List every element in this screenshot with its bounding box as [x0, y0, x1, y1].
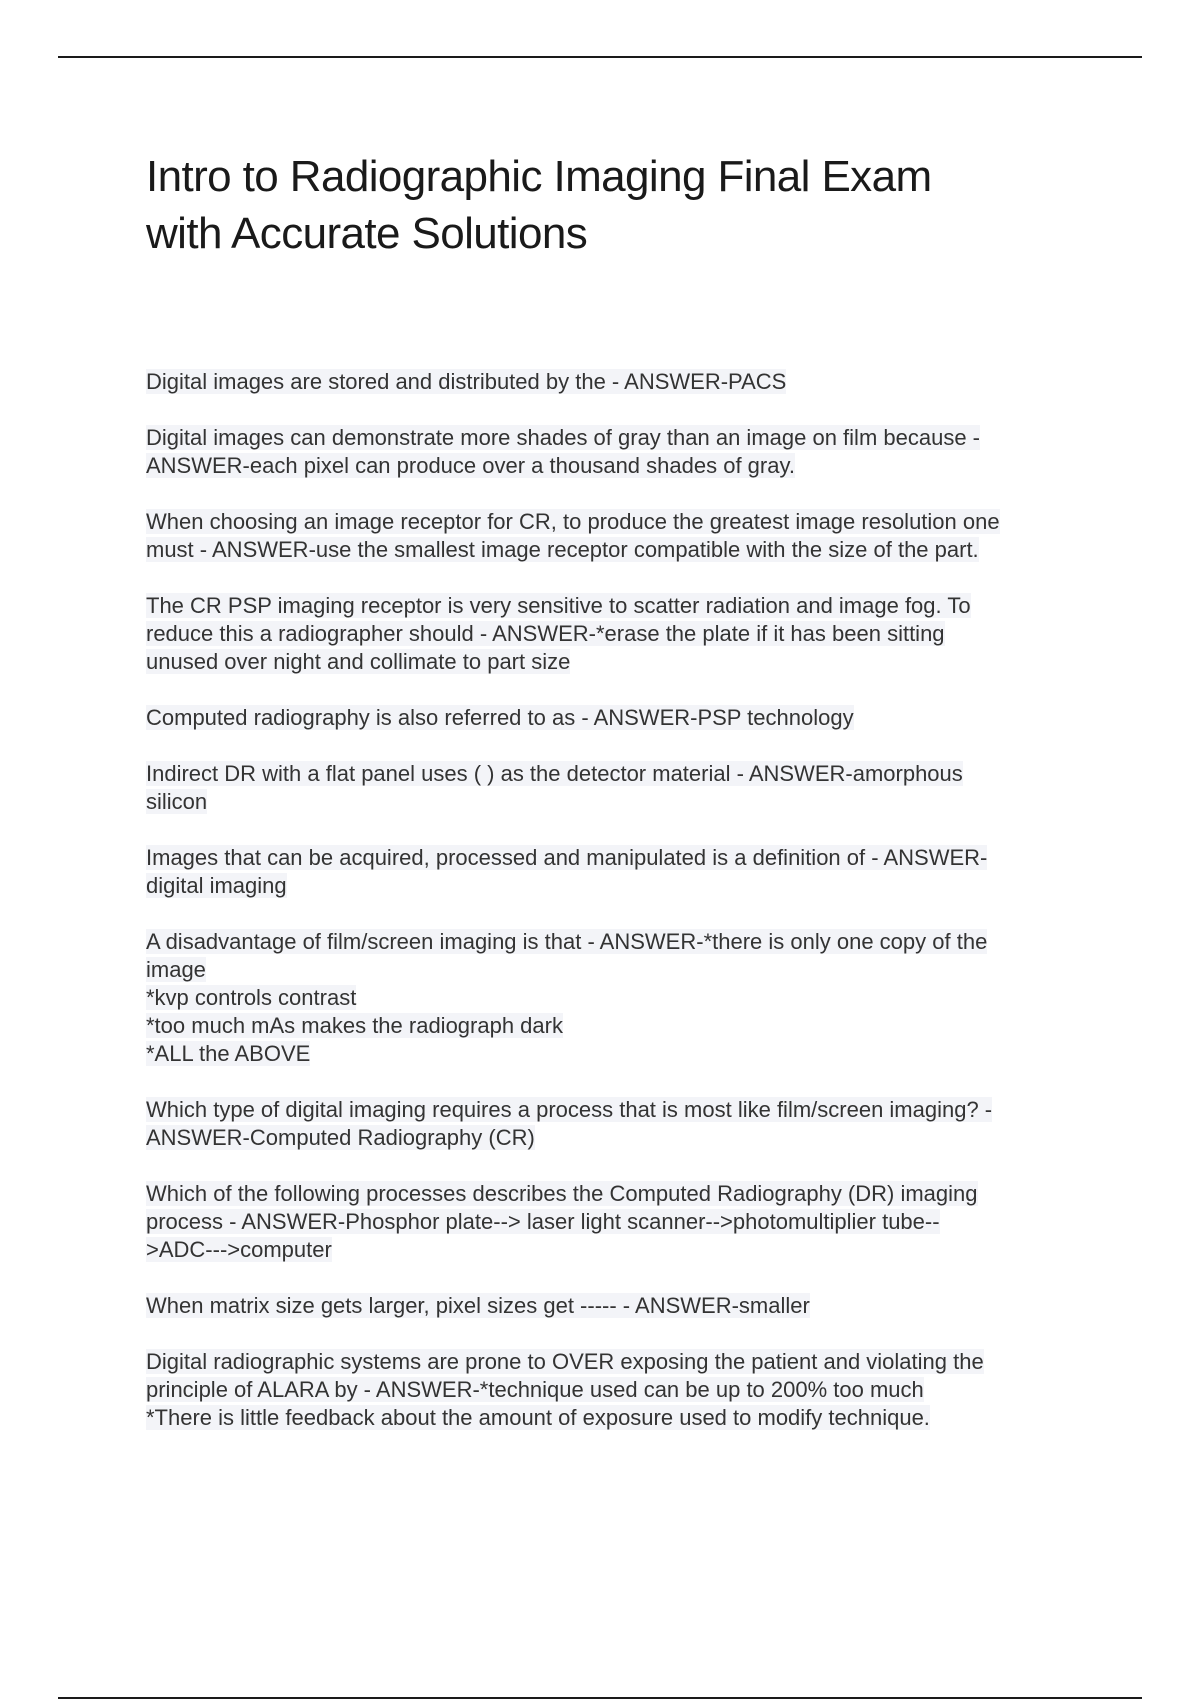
qa-text-line: silicon [146, 789, 208, 814]
qa-item [146, 1348, 1096, 1432]
qa-item [146, 508, 1096, 564]
qa-text-line: Digital images are stored and distributed by the - ANSWER-PACS [146, 369, 787, 394]
qa-item [146, 844, 1096, 900]
qa-text-line: The CR PSP imaging receptor is very sensitive to scatter radiation and image fog. To [146, 593, 971, 618]
qa-text-line: reduce this a radiographer should - ANSWER-*erase the plate if it has been sitting [146, 621, 945, 646]
qa-text-line: principle of ALARA by - ANSWER-*technique used can be up to 200% too much [146, 1377, 924, 1402]
qa-item [146, 1292, 1096, 1320]
qa-text-line: Digital radiographic systems are prone to OVER exposing the patient and violating the [146, 1349, 984, 1374]
qa-text-line: Computed radiography is also referred to as - ANSWER-PSP technology [146, 705, 854, 730]
qa-text-line: Which of the following processes describes the Computed Radiography (DR) imaging [146, 1181, 978, 1206]
bottom-rule [58, 1697, 1142, 1699]
top-rule [58, 56, 1142, 58]
page-title [146, 148, 1106, 262]
qa-text-line: image [146, 957, 206, 982]
qa-text-line: >ADC--->computer [146, 1237, 332, 1262]
qa-text-line: digital imaging [146, 873, 287, 898]
qa-item [146, 1096, 1096, 1152]
qa-text-line: *kvp controls contrast [146, 985, 357, 1010]
qa-item [146, 424, 1096, 480]
qa-text-line: A disadvantage of film/screen imaging is that - ANSWER-*there is only one copy of the [146, 929, 988, 954]
qa-text-line: Which type of digital imaging requires a process that is most like film/screen imaging? - [146, 1097, 993, 1122]
qa-text-line: process - ANSWER-Phosphor plate--> laser light scanner-->photomultiplier tube-- [146, 1209, 940, 1234]
qa-item [146, 928, 1096, 1068]
qa-text-line: Images that can be acquired, processed and manipulated is a definition of - ANSWER- [146, 845, 988, 870]
qa-text-line: Digital images can demonstrate more shades of gray than an image on film because - [146, 425, 980, 450]
qa-text-line: ANSWER-each pixel can produce over a thousand shades of gray. [146, 453, 795, 478]
qa-item [146, 368, 1096, 396]
qa-text-line: *too much mAs makes the radiograph dark [146, 1013, 563, 1038]
title-line: Intro to Radiographic Imaging Final Exam [146, 152, 932, 201]
qa-text-line: *There is little feedback about the amount of exposure used to modify technique. [146, 1405, 930, 1430]
qa-text-line: *ALL the ABOVE [146, 1041, 311, 1066]
qa-text-line: When matrix size gets larger, pixel sizes get ----- - ANSWER-smaller [146, 1293, 810, 1318]
qa-text-line: Indirect DR with a flat panel uses ( ) as the detector material - ANSWER-amorphous [146, 761, 963, 786]
qa-text-line: unused over night and collimate to part size [146, 649, 571, 674]
question-answer-list [146, 368, 1096, 1460]
qa-item [146, 1180, 1096, 1264]
qa-text-line: must - ANSWER-use the smallest image receptor compatible with the size of the part. [146, 537, 979, 562]
title-line: with Accurate Solutions [146, 209, 588, 258]
qa-text-line: When choosing an image receptor for CR, to produce the greatest image resolution one [146, 509, 1000, 534]
qa-text-line: ANSWER-Computed Radiography (CR) [146, 1125, 535, 1150]
qa-item [146, 592, 1096, 676]
qa-item [146, 760, 1096, 816]
qa-item [146, 704, 1096, 732]
